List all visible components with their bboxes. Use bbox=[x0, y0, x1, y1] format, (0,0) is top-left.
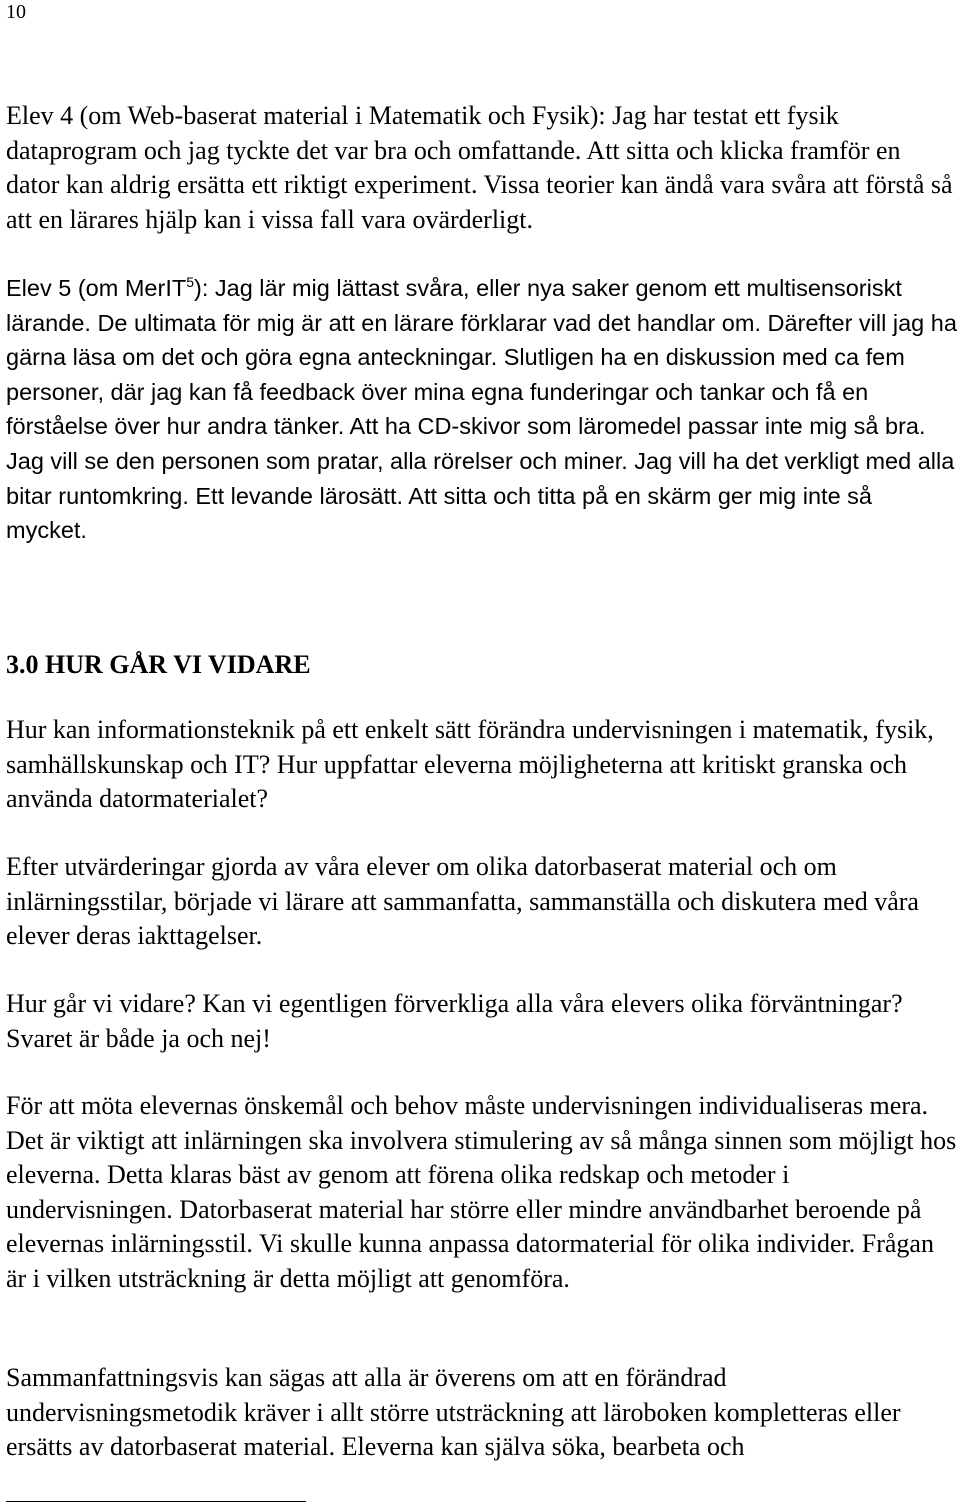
page-number: 10 bbox=[6, 1, 26, 23]
elev-5-text-rest: ): Jag lär mig lättast svåra, eller nya saker genom ett multisensoriskt lärande. De ultimata för mig är att en lärare förklarar vad det handlar om. Därefter vill jag ha gärna läsa om det och göra egna anteckningar. Slutligen ha en diskussion med ca fem personer, där jag kan få feedback över mina egna funderingar och tankar och få en förståelse över hur andra tänker. Att ha CD-skivor som läromedel passar inte mig så bra. Jag vill se den personen som pratar, alla rörelser och miner. Jag vill ha det verkligt med alla bitar runtomkring. Ett levande lärosätt. Att sitta och titta på en skärm ger mig inte så mycket. bbox=[6, 275, 957, 544]
paragraph-how-forward: Hur går vi vidare? Kan vi egentligen förverkliga alla våra elevers olika förväntningar? Svaret är både ja och nej! bbox=[6, 989, 903, 1053]
footnote-rule bbox=[6, 1501, 306, 1502]
footnote-reference: 5 bbox=[186, 274, 194, 291]
paragraph-evaluations: Efter utvärderingar gjorda av våra elever om olika datorbaserat material och om inlärningsstilar, började vi lärare att sammanfatta, sammanställa och diskutera med våra elever deras iakttagelser. bbox=[6, 852, 919, 950]
elev-5-text-start: Elev 5 (om MerIT bbox=[6, 275, 187, 301]
paragraph-elev-4: Elev 4 (om Web-baserat material i Matematik och Fysik): Jag har testat ett fysik dataprogram och jag tyckte det var bra och omfattande. Att sitta och klicka framför en dator kan aldrig ersätta ett riktigt experiment. Vissa teorier kan ändå vara svåra att förstå så att en lärares hjälp kan i vissa fall vara ovärderligt. bbox=[6, 101, 953, 234]
paragraph-elev-5 bbox=[6, 271, 958, 548]
paragraph-summary: Sammanfattningsvis kan sägas att alla är överens om att en förändrad undervisningsmetodik kräver i allt större utsträckning att läroboken kompletteras eller ersätts av datorbaserat material. Eleverna kan själva söka, bearbeta och bbox=[6, 1363, 901, 1461]
paragraph-individualisation: För att möta elevernas önskemål och behov måste undervisningen individualiseras mera. Det är viktigt att inlärningen ska involvera stimulering av så många sinnen som möjligt hos eleverna. Detta klaras bäst av genom att förena olika redskap och metoder i undervisningen. Datorbaserat material har större eller mindre användbarhet beroende på elevernas inlärningsstil. Vi skulle kunna anpassa datormaterial för olika individer. Frågan är i vilken utsträckning är detta möjligt att genomföra. bbox=[6, 1091, 957, 1293]
section-heading: 3.0 HUR GÅR VI VIDARE bbox=[6, 650, 311, 679]
paragraph-questions: Hur kan informationsteknik på ett enkelt sätt förändra undervisningen i matematik, fysik, samhällskunskap och IT? Hur uppfattar eleverna möjligheterna att kritiskt granska och använda datormaterialet? bbox=[6, 715, 934, 813]
